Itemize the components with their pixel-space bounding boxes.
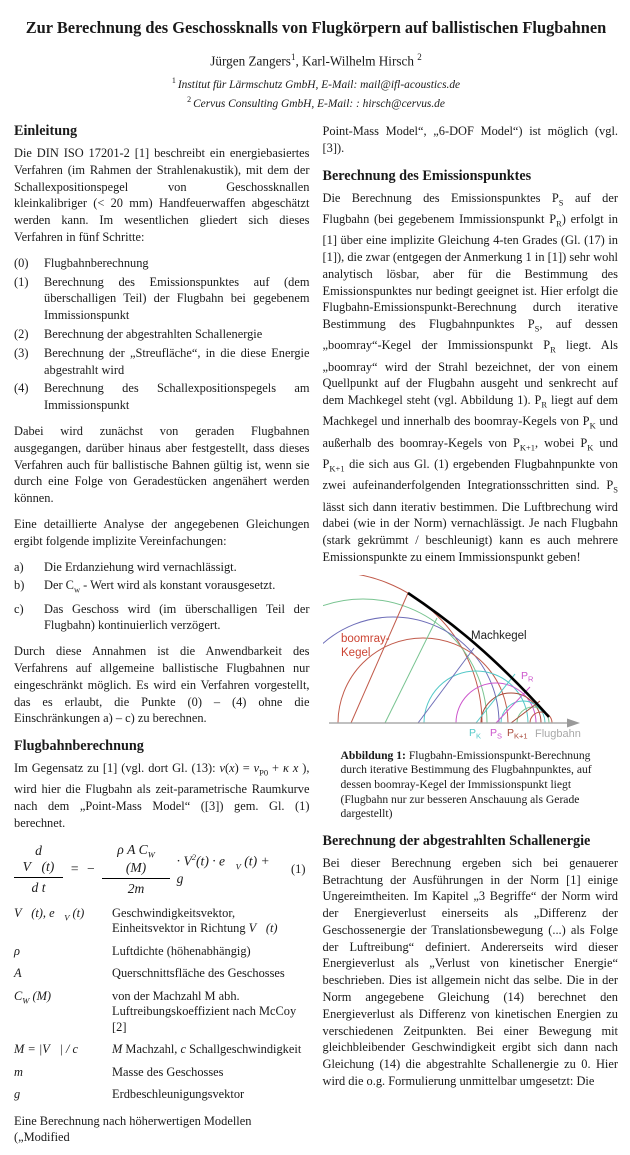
paragraph-flugbahnen: Dabei wird zunächst von geraden Flugbahnen ausgegangen, darüber hinaus aber festgestellt, dass dieses Verfahren auch für ballistische Bahnen gültig ist, wenn sie durch eine Folge von Geradestücken angenähert werden können. [14,423,310,506]
boomray-line [418,648,474,723]
paragraph-emission: Die Berechnung des Emissionspunktes $P_S$ auf der Flugbahn (bei gegebenem Immissionspunkt $P_R$) erfolgt in [1] über eine implizite Gleichung 4-ten Grades (Gl. (17) in [1]), die zwar (entgegen der Anmerkung 1 in [1]) sehr wohl analytisch lösbar, aber für die Bestimmung des Emissionspunktes nur bedingt geeignet ist. Hier erfolgt die Flugbahn-Emissionspunkt-Berechnung durch iterative Bestimmung des Flugbahnpunktes $P_S$, auf dessen „boomray“-Kegel der Immissionspunkt $P_R$ liegt. Als „boomray“ wird der Strahl bezeichnet, der von einem Quellpunkt auf der Flugbahn ausgeht und senkrecht auf dem Machkegel steht (vgl. Abbildung 1). $P_R$ liegt auf dem Machkegel und innerhalb des boomray-Kegels von $P_K$ und außerhalb des boomray-Kegels von $P_{K+1}$, wobei $P_K$ und $P_{K+1}$ die sich aus Gl. (1) ergebenden Flugbahnpunkte von zwei aufeinanderfolgenden Integrationsschritten sind. $P_S$ lässt sich dann iterativ bestimmen. Die Luftbrechung wird dabei (wie in der Norm) vernachlässigt. Je nach Flugbahn (stark gekrümmt / beschleunigt) kann es auch mehrere Emissionspunkte zu einem Immissionspunkt geben! [322,190,619,564]
paragraph-continuation: Point-Mass Model“, „6-DOF Model“) ist möglich (vgl. [3]). [322,123,618,155]
left-column [14,123,310,1155]
point-pk1-label: $P_{K+1}$ [506,726,528,741]
wavefront-arcs [323,575,552,745]
list-item: a) Die Erdanziehung wird vernachlässigt. [14,559,237,574]
boomray-kegel-label: boomray- [340,632,390,645]
fraction-rhs: $\frac{\rho A C_W (M)}{2m}$ [102,842,169,897]
caption-text: Flugbahn-Emissionspunkt-Berechnung durch iterative Bestimmung des Flugbahnpunktes, auf dessen boomray-Kegel der Immissionspunkt liegt (Flugbahn nur zur besseren Anschauung als Gerade dargestellt) [340,748,592,821]
machkegel-label: Machkegel [470,629,527,642]
caption-number: Abbildung 1: [340,748,406,762]
paragraph-modelle: Eine Berechnung nach höherwertigen Modellen („Modified [14,1113,252,1145]
paragraph-annahmen: Durch diese Annahmen ist die Anwendbarkeit des Verfahrens auf allgemeine ballistische Flugbahnen nur eingeschränkt möglich. Es wird ein Verfahren vorgestellt, das es erlaubt, die Punkte (0) – (4) ohne die Einschränkungen a) – c) zu berechnen. [14,644,310,726]
symbol-description: Masse des Geschosses [112,1064,224,1079]
symbol-definitions [14,906,310,1103]
steps-list [14,255,310,414]
equation-tail: · $V^2(t)$ · $e⃗_V$ (t) + g⃗ [176,851,270,886]
paragraph-schallenergie: Bei dieser Berechnung ergeben sich bei genauerer Betrachtung der Ausführungen in der Norm [1] einige Ungereimtheiten. Im Kapitel „3 Begriffe“ der Norm wird der Energieverlust einerseits als „Differenz der Geschossenergie der Translationsbewegung (...) als Folge der Luftreibung“ definiert. Andererseits wird dieser Energieverlust als „Verlust von kinetischer Energie“ beschrieben. Dies ist allgemein nicht das selbe. Die in der Norm angegebene Gleichung (14) berechnet den Energieverlust als Differenz von kinetischen Energien zu verschiedenen Zeitpunkten. Bei einer Bewegung mit gleichbleibender Geschwindigkeit ergibt sich dann nach Gleichung (14) die abgestrahlte Schallenergie zu 0. Hier wird die o.g. Formulierung unmittelbar umgesetzt: Die [322,855,618,1089]
heading-einleitung: Einleitung [14,122,78,139]
equation-1 [14,842,310,897]
symbol-description: Geschwindigkeitsvektor, Einheitsvektor in Richtung V⃗(t) [112,905,278,936]
symbol: $C_W$ (M) [14,988,52,1005]
paragraph-gegensatz: Im Gegensatz zu [1] (vgl. dort Gl. (13): $v(x) = v_{P0} + \kappa$ x ), wird hier die Flugbahn als zeit-parametrische Raumkurve nach dem „Point-Mass Model“ ([3]) gem. Gl. (1) berechnet. [14,761,310,831]
point-pr-label: $P_R$ [520,669,533,684]
authors-line: Jürgen Zangers$^1$, Karl-Wilhelm Hirsch $^2$ [210,52,422,69]
equals-sign: = [69,861,80,877]
symbol: g⃗ [14,1087,30,1102]
symbol-description: M Machzahl, c Schallgeschwindigkeit [112,1042,302,1057]
symbol: ρ [14,943,20,958]
affiliation-2: $^2$ Cervus Consulting GmbH, E-Mail: : hirsch@cervus.de [187,94,445,110]
symbol-description: Luftdichte (höhenabhängig) [112,943,251,958]
symbol-description: Erdbeschleunigungsvektor [112,1087,245,1102]
list-item: (0) Flugbahnberechnung [14,255,149,270]
affiliation-1: $^1$ Institut für Lärmschutz GmbH, E-Mail: mail@ifl-acoustics.de [171,76,461,92]
point-ps-label: $P_S$ [489,726,502,741]
list-item: b) Der $C_w$ - Wert wird als konstant vorausgesetzt. [14,578,276,595]
paragraph-intro: Die DIN ISO 17201-2 [1] beschreibt ein energiebasiertes Verfahren (im Rahmen der Strahlenakustik), mit dem der Schallexpositionspegel von Geschossknallen kleinkalibriger (< 20 mm) Handfeuerwaffen abgeschätzt werden kann. Im wesentlichen gliedert sich dieses Verfahren in fünf Schritte: [14,145,310,244]
symbol-description: Querschnittsfläche des Geschosses [112,966,285,981]
boomray-lines [351,593,540,723]
point-pk-label: $P_K$ [468,726,481,741]
flugbahn-arrow-icon [567,718,580,727]
figure-abbildung-1 [323,575,619,745]
symbol: M = |V⃗| / c [14,1042,79,1057]
minus-sign: − [86,861,96,877]
paragraph-analyse: Eine detaillierte Analyse der angegebenen Gleichungen ergibt folgende implizite Vereinfachungen: [14,516,310,548]
equation-number: (1) [291,861,306,876]
boomray-kegel-label-2: Kegel [340,646,370,659]
machkegel-diagram [323,575,617,745]
paper-title: Zur Berechnung des Geschossknalls von Flugkörpern auf ballistischen Flugbahnen [25,18,607,37]
symbol: A [14,966,22,981]
fraction-lhs: $\frac{\text{d V⃗(t)}}{\text{d t}}$ [14,843,63,896]
list-item: (4) Berechnung des Schallexpositionspegels am Immissionspunkt [14,381,310,413]
symbol: V⃗(t), $e⃗_V$ (t) [14,905,85,922]
list-item: (2) Berechnung der abgestrahlten Schallenergie [14,326,263,341]
symbol: m [14,1064,23,1079]
figure-caption [341,749,615,822]
symbol-description: von der Machzahl M abh. Luftreibungskoeffizient nach McCoy [2] [112,988,297,1034]
list-item: (3) Berechnung der „Streufläche“, in die diese Energie abgestrahlt wird [14,345,310,377]
two-column-body [14,123,618,1155]
right-column [323,123,619,1155]
heading-schallenergie: Berechnung der abgestrahlten Schallenergie [322,832,591,849]
list-item: c) Das Geschoss wird (im überschalligen Teil der Flugbahn) kontinuierlich verzögert. [14,601,310,633]
heading-flugbahnberechnung: Flugbahnberechnung [14,738,144,755]
boomray-line [476,674,515,723]
flugbahn-label: Flugbahn [534,727,581,740]
heading-emissionspunkt: Berechnung des Emissionspunktes [322,167,532,184]
assumptions-list [14,559,310,635]
list-item: (1) Berechnung des Emissionspunktes auf (dem überschalligen Teil) der Flugbahn bei gegebenem Immissionspunkt [14,274,310,323]
affiliations [14,74,618,111]
